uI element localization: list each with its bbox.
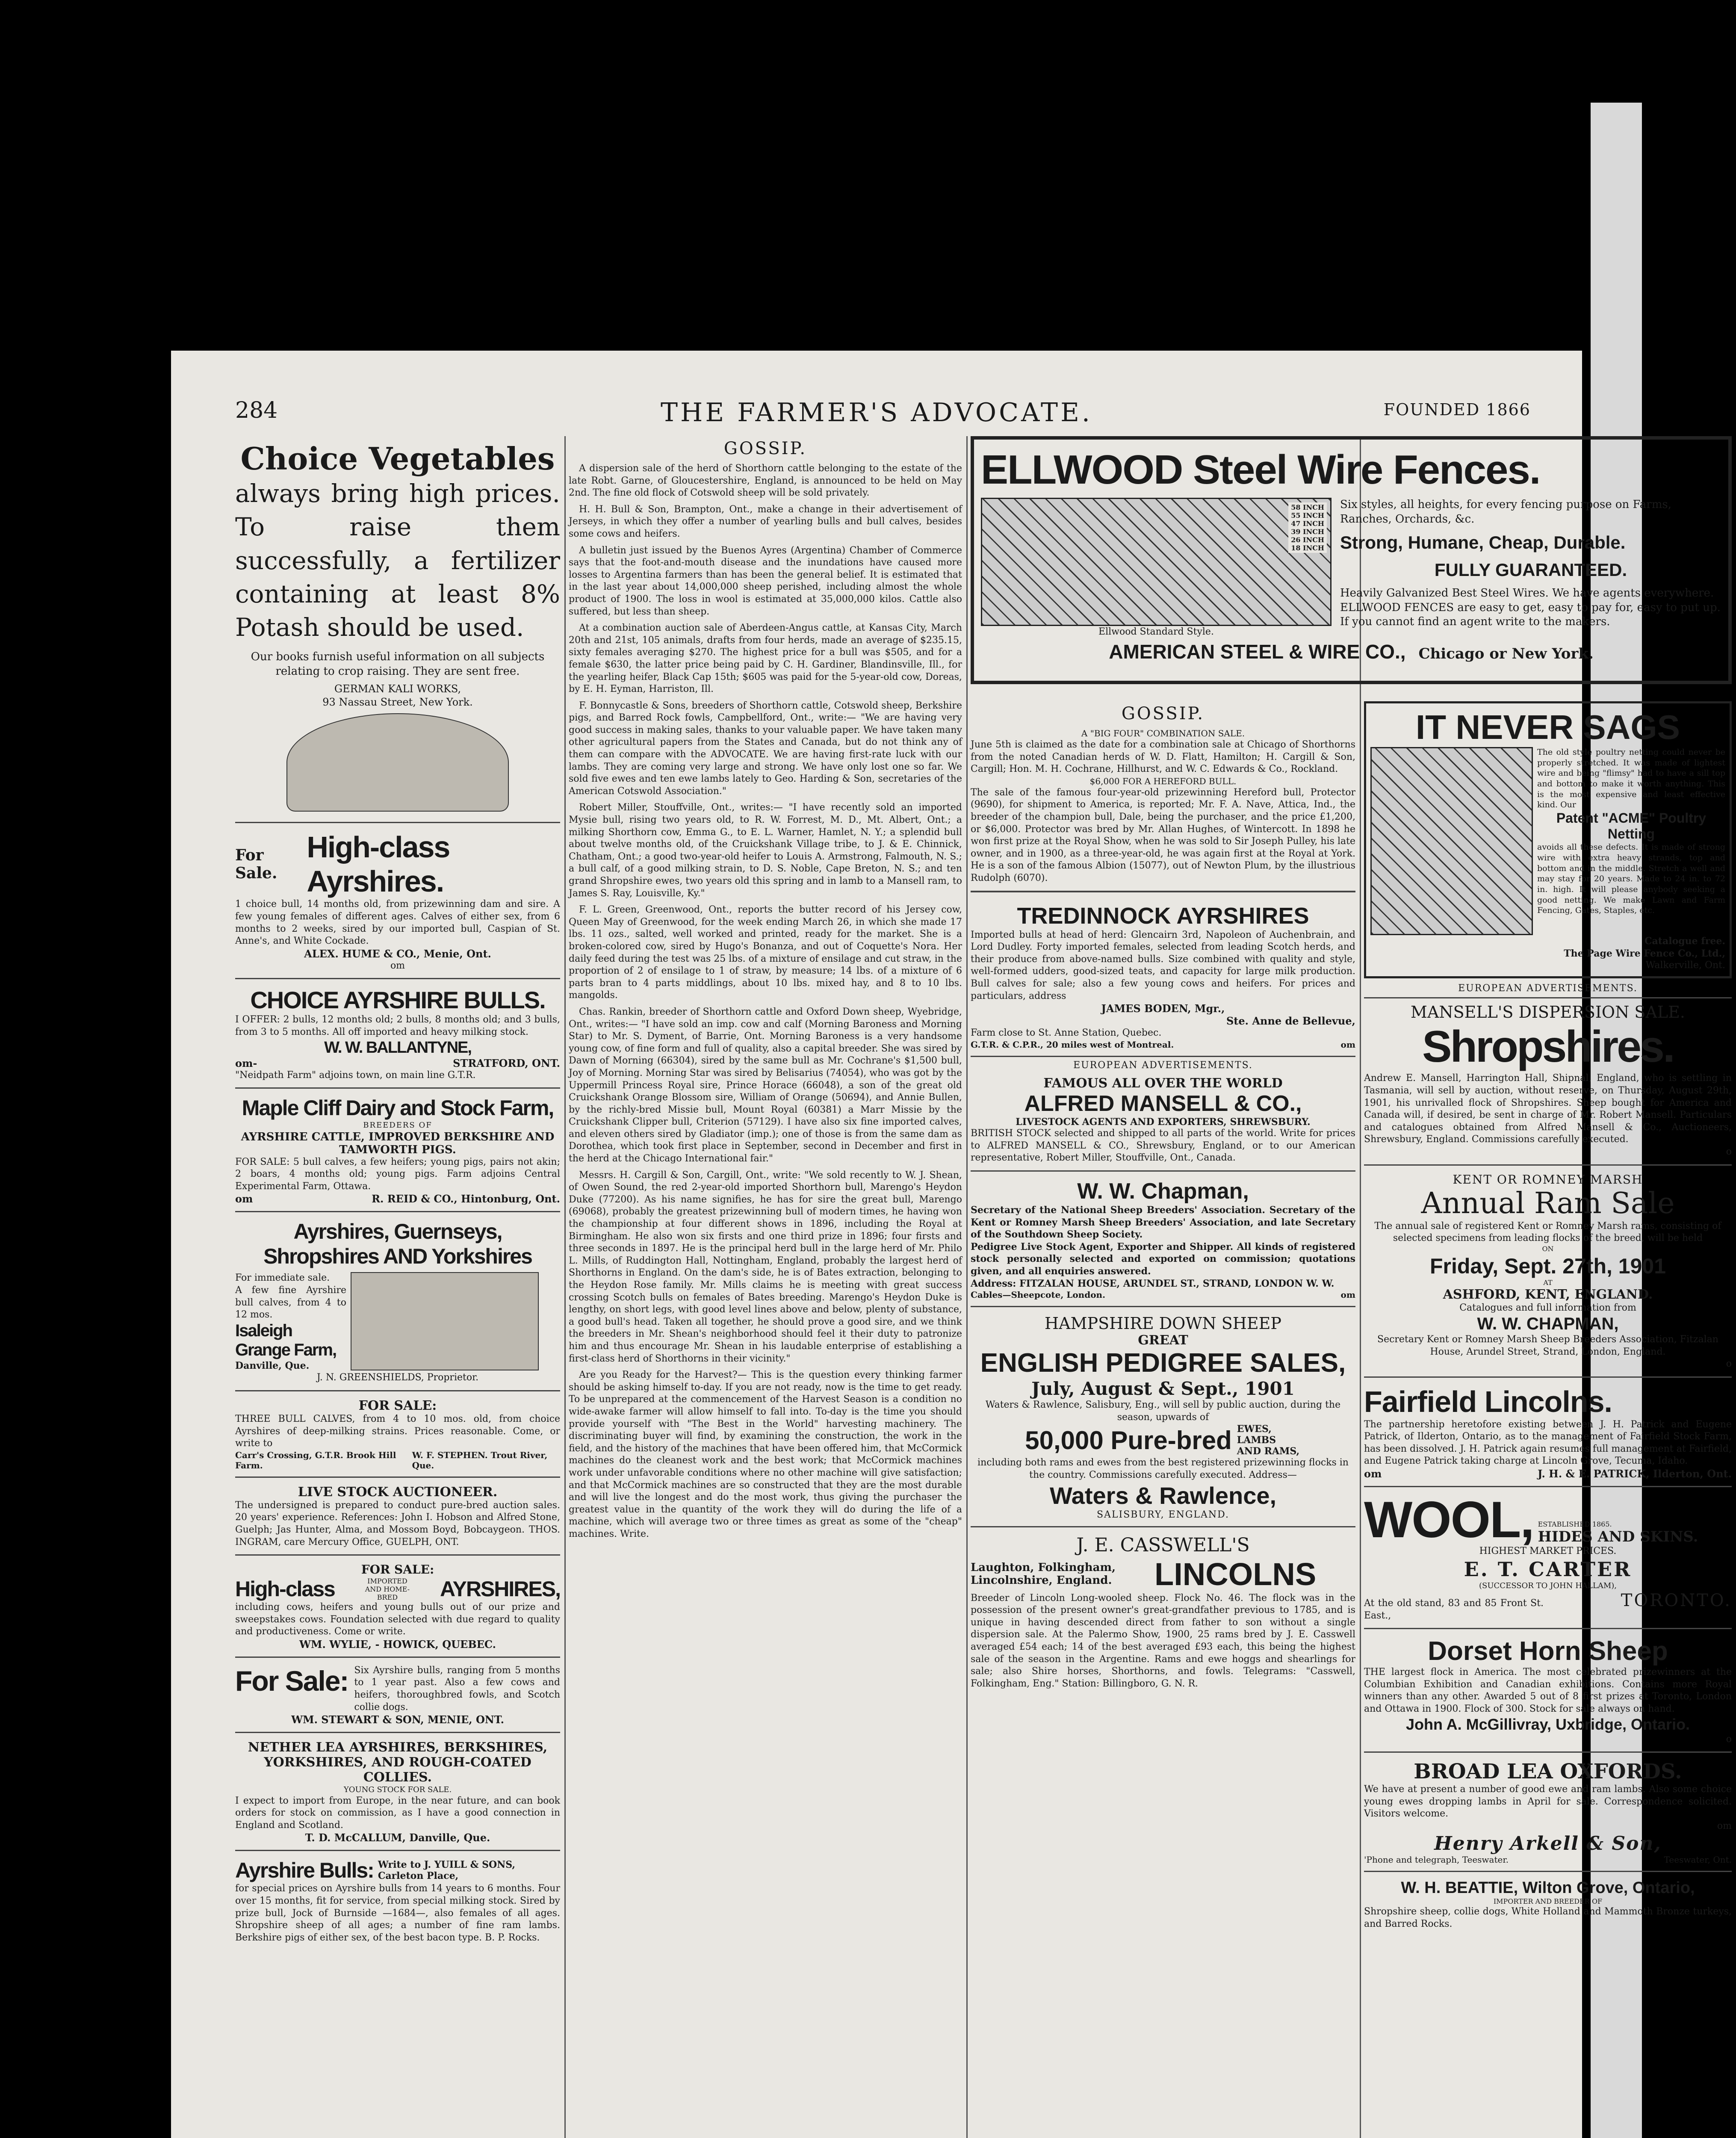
ad-mid: IMPORTED AND HOME-BRED bbox=[365, 1577, 410, 1601]
isaleigh-grange-ad bbox=[235, 1215, 560, 1391]
column-4 bbox=[1364, 701, 1732, 2138]
ellwood-fence-ad: ELLWOOD Steel Wire Fences. 58 INCH 55 INCH 47 INCH 39 INCH 26 INCH 18 INCH Ellwood Standard Style. Six styles, all heights, for every fencing purpose on Farms, Ranches, Orchards, &c. Strong, Humane, Cheap, Durable. FULLY GUARANTEED. Heavily Galvanized Best Steel Wires. We have agents everywhere. ELLWOOD FENCES are easy to get, easy to pay for, easy to put up. If you cannot find an agent write to the makers. AMERICAN STEEL & WIRE CO., Chicago or New York. bbox=[971, 436, 1732, 684]
chapman-ad bbox=[971, 1174, 1355, 1307]
ad-left: Carr's Crossing, G.T.R. Brook Hill Farm. bbox=[235, 1450, 396, 1471]
fence-height-label: 18 INCH bbox=[1291, 544, 1324, 552]
ad-body: always bring high prices. To raise them successfully, a fertilizer containing at least 8% Potash should be used. bbox=[235, 479, 560, 642]
fairfield-lincolns-ad bbox=[1364, 1380, 1732, 1487]
page-number: 284 bbox=[235, 398, 278, 423]
ad-code: om bbox=[235, 1193, 253, 1205]
ad-headline: CHOICE AYRSHIRE BULLS. bbox=[250, 986, 545, 1014]
ad-line1: HAMPSHIRE DOWN SHEEP bbox=[1045, 1314, 1281, 1333]
ad-place: Danville, Que. bbox=[235, 1360, 310, 1371]
ad-company: The Page Wire Fence Co., Ltd., bbox=[1564, 948, 1725, 959]
ad-catalogue: Catalogue free. bbox=[1644, 936, 1725, 947]
ad-headline: BROAD LEA OXFORDS. bbox=[1414, 1760, 1682, 1784]
dorset-horn-ad bbox=[1364, 1632, 1732, 1753]
fence-illustration bbox=[981, 498, 1332, 626]
ad-headline: Choice Vegetables bbox=[240, 440, 555, 477]
ad-headline: For Sale: bbox=[235, 1665, 348, 1697]
ad-note: Our books furnish useful information on all subjects relating to crop raising. They are sent free. bbox=[251, 650, 545, 678]
ad-right: Teeswater, Ont. bbox=[1664, 1854, 1732, 1865]
ad-code: o bbox=[1726, 1733, 1732, 1745]
fence-height-label: 55 INCH bbox=[1291, 511, 1324, 520]
ad-headline: Ayrshire Bulls: bbox=[235, 1858, 374, 1883]
ad-body: We have at present a number of good ewe and ram lambs. Also some choice young ewes dropping lambs in April for sale. Correspondence solicited. Visitors welcome. bbox=[1364, 1784, 1732, 1819]
gossip-paragraph: A dispersion sale of the herd of Shorthorn cattle belonging to the estate of the late Robt. Garne, of Gloucestershire, England, is announced to be held on May 2nd. The fine old flock of Cotswold sheep will be sold privately. bbox=[569, 463, 962, 499]
ad-at: AT bbox=[1543, 1278, 1553, 1287]
ad-signature-text: J. H. & E. PATRICK, Ilderton, Ont. bbox=[1537, 1468, 1732, 1480]
ad-company: AMERICAN STEEL & WIRE CO., bbox=[1109, 640, 1406, 663]
hampshire-down-ad bbox=[971, 1310, 1355, 1527]
ad-address: 93 Nassau Street, New York. bbox=[322, 696, 473, 709]
ad-cables: Cables—Sheepcote, London. bbox=[971, 1290, 1106, 1300]
ad-signature bbox=[971, 1039, 1355, 1050]
hereford-subhead: $6,000 FOR A HEREFORD BULL. bbox=[1089, 776, 1237, 786]
fence-heights bbox=[1288, 502, 1327, 553]
ad-name: E. T. CARTER bbox=[1464, 1557, 1632, 1581]
ad-offer: A few fine Ayrshire bull calves, from 4 to 12 mos. bbox=[235, 1285, 346, 1320]
ad-body: BRITISH STOCK selected and shipped to all parts of the world. Write for prices to ALFRED MANSELL & CO., Shrewsbury, England, or to our American representative, Robert Miller, Stouffville, Ont., Canada. bbox=[971, 1128, 1355, 1163]
ad-body: Waters & Rawlence, Salisbury, Eng., will sell by public auction, during the season, upwards of bbox=[985, 1400, 1341, 1423]
netting-illustration bbox=[1370, 747, 1533, 935]
ad-headline: Shropshires. bbox=[1422, 1022, 1674, 1072]
ad-body: Pedigree Live Stock Agent, Exporter and Shipper. All kinds of registered stock personally selected and exported on commission; quotations given, and all enquiries answered. bbox=[971, 1241, 1355, 1277]
fence-height-label: 26 INCH bbox=[1291, 536, 1324, 544]
casswell-lincolns-ad bbox=[971, 1530, 1355, 1696]
ad-left: 'Phone and telegraph, Teeswater. bbox=[1364, 1854, 1509, 1865]
ad-body: Six Ayrshire bulls, ranging from 5 months to 1 year past. Also a few cows and heifers, thoroughbred fowls, and Scotch collie dogs. bbox=[354, 1665, 560, 1713]
ad-catalogue: Catalogues and full information from bbox=[1459, 1302, 1636, 1314]
ad-headline: Ayrshires, Guernseys, Shropshires AND Yorkshires bbox=[263, 1220, 532, 1269]
ad-line1: MANSELL'S DISPERSION SALE. bbox=[1411, 1003, 1685, 1022]
ad-market: HIGHEST MARKET PRICES. bbox=[1479, 1546, 1617, 1557]
ad-count: 50,000 Pure-bred bbox=[1025, 1426, 1232, 1455]
ad-code: om bbox=[1340, 1290, 1355, 1300]
ad-dates: July, August & Sept., 1901 bbox=[1031, 1378, 1295, 1400]
ad-firm: GERMAN KALI WORKS, bbox=[334, 683, 461, 695]
fence-height-label: 47 INCH bbox=[1291, 520, 1324, 528]
ad-headline: NETHER LEA AYRSHIRES, BERKSHIRES, YORKSHIRES, AND ROUGH-COATED COLLIES. bbox=[248, 1740, 548, 1785]
for-sale-stewart-ad bbox=[235, 1660, 560, 1733]
annual-ram-sale-ad bbox=[1364, 1168, 1732, 1378]
ad-signature: John A. McGillivray, Uxbridge, Ontario. bbox=[1405, 1715, 1690, 1733]
wool-ad bbox=[1364, 1490, 1732, 1629]
never-sags-ad bbox=[1364, 701, 1732, 978]
ad-code: om bbox=[1340, 1039, 1355, 1050]
ad-established: ESTABLISHED 1865. bbox=[1538, 1520, 1612, 1529]
ad-body: FOR SALE: 5 bull calves, a few heifers; young pigs, pairs not akin; 2 boars, 4 months old; young pigs. Farm adjoins Central Experimental Farm, Ottawa. bbox=[235, 1156, 560, 1192]
ad-signature bbox=[235, 948, 560, 960]
ad-name: JAMES BODEN, Mgr., bbox=[1101, 1002, 1225, 1015]
ad-signature bbox=[1364, 1855, 1732, 1865]
big-four-subhead: A "BIG FOUR" COMBINATION SALE. bbox=[1081, 728, 1245, 738]
ad-kinds: EWES, LAMBS AND RAMS, bbox=[1237, 1423, 1300, 1457]
ad-foot: Secretary Kent or Romney Marsh Sheep Breeders Association, Fitzalan House, Arundel Street, Strand, London, England. bbox=[1377, 1334, 1718, 1357]
ad-body: I OFFER: 2 bulls, 12 months old; 2 bulls, 8 months old; and 3 bulls, from 3 to 5 months. All off imported and heavy milking stock. bbox=[235, 1014, 560, 1038]
ad-body: The partnership heretofore existing between J. H. Patrick and Eugene Patrick, of Ilderton, Ontario, as to the management of Fairfield Stock Farm, has been dissolved. J. H. Patrick again resumes full management at Fairfield, and Eugene Patrick taking charge at Lincoln Grove, Tecuma, Idaho. bbox=[1364, 1419, 1732, 1467]
ad-line: AYRSHIRE CATTLE, IMPROVED BERKSHIRE AND TAMWORTH PIGS. bbox=[241, 1130, 555, 1156]
ad-place: SALISBURY, ENGLAND. bbox=[1096, 1509, 1230, 1520]
fence-caption: Ellwood Standard Style. bbox=[1098, 626, 1214, 637]
ad-code: om- bbox=[235, 1057, 257, 1069]
ad-farm: Farm close to St. Anne Station, Quebec. bbox=[971, 1028, 1162, 1039]
ad-body: including cows, heifers and young bulls out of our prize and sweepstakes cows. Foundation selected with due regard to quality and productiveness. Come or write. bbox=[235, 1602, 560, 1637]
ad-body: THREE BULL CALVES, from 4 to 10 mos. old, from choice Ayrshires of deep-milking strains. Prices reasonable. Come, or write to bbox=[235, 1413, 560, 1449]
ad-date: Friday, Sept. 27th, 1901 bbox=[1429, 1254, 1666, 1278]
live-stock-auctioneer-ad bbox=[235, 1480, 560, 1556]
ad-signature bbox=[235, 1450, 560, 1471]
ad-signature-text: T. D. McCALLUM, Danville, Que. bbox=[305, 1831, 490, 1844]
gossip-paragraph: F. Bonnycastle & Sons, breeders of Shorthorn cattle, Cotswold sheep, Berkshire pigs, and Barred Rock fowls, Campbellford, Ont., write:— "We are having very good success in making sales, thanks to your valuable paper. We have taken many other agricultural papers from the States and Canada, but do not think any of them can compare with the ADVOCATE. We are having first-rate luck with our lambs. They are coming very large and strong. We have only lost one so far. We sold five ewes and ten ewe lambs lately to Geo. Harding & Son, secretaries of the American Cotswold Association." bbox=[569, 700, 962, 797]
gossip-heading: GOSSIP. bbox=[723, 439, 807, 458]
ad-headline: WOOL, bbox=[1364, 1491, 1534, 1549]
ad-sub: IMPORTER AND BREEDER OF bbox=[1493, 1897, 1603, 1905]
ad-headline: LIVE STOCK AUCTIONEER. bbox=[298, 1484, 498, 1500]
column-rule bbox=[966, 436, 968, 2138]
ad-headline: High-class Ayrshires. bbox=[307, 830, 450, 898]
mansell-dispersion-ad bbox=[1364, 998, 1732, 1165]
ad-name: Henry Arkell & Son, bbox=[1434, 1832, 1662, 1855]
ad-address: Address: FITZALAN HOUSE, ARUNDEL ST., STRAND, LONDON W. W. bbox=[971, 1278, 1334, 1289]
cow-illustration bbox=[351, 1272, 539, 1370]
ad-headline: ALFRED MANSELL & CO., bbox=[1024, 1091, 1302, 1116]
ad-name: W. W. CHAPMAN, bbox=[1477, 1314, 1619, 1333]
big-four-body: June 5th is claimed as the date for a combination sale at Chicago of Shorthorns from the noted Canadian herds of W. D. Flatt, Hamilton; H. Cargill & Son, Cargill; Hon. M. H. Cochrane, Hillhurst, and W. C. Edwards & Co., Rockland. bbox=[971, 739, 1355, 775]
ad-code: om bbox=[1717, 1820, 1732, 1831]
ad-gtr: G.T.R. & C.P.R., 20 miles west of Montreal. bbox=[971, 1039, 1174, 1050]
ad-prefix: For Sale. bbox=[235, 846, 278, 883]
ad-signature-text: WM. WYLIE, - HOWICK, QUEBEC. bbox=[299, 1638, 496, 1651]
ad-right: W. F. STEPHEN. Trout River, Que. bbox=[412, 1450, 548, 1471]
ad-line2: GREAT bbox=[1138, 1333, 1188, 1348]
ad-body: I expect to import from Europe, in the near future, and can book orders for stock on commission, as I have a good connection in England and Scotland. bbox=[235, 1795, 560, 1831]
potash-ad bbox=[235, 436, 560, 823]
ad-signature bbox=[235, 1831, 560, 1844]
column-2 bbox=[569, 436, 962, 2138]
alfred-mansell-ad bbox=[971, 1072, 1355, 1172]
ad-left: High-class bbox=[235, 1577, 335, 1601]
divider bbox=[971, 891, 1355, 892]
ad-code: o bbox=[1726, 1146, 1732, 1157]
ad-headline: J. E. CASSWELL'S bbox=[1076, 1534, 1250, 1556]
ad-signature bbox=[235, 1057, 560, 1069]
ad-headline: FOR SALE: bbox=[358, 1398, 437, 1413]
broad-lea-ad bbox=[1364, 1755, 1732, 1872]
beattie-ad bbox=[1364, 1875, 1732, 1937]
european-heading: EUROPEAN ADVERTISEMENTS. bbox=[1073, 1060, 1253, 1071]
tredinnock-ad bbox=[971, 898, 1355, 1057]
founded-note: FOUNDED 1866 bbox=[1383, 400, 1531, 419]
ad-body: The undersigned is prepared to conduct pure-bred auction sales. 20 years' experience. References: John I. Hobson and Alfred Stone, Guelph; Jas Hunter, Alma, and Mossom Boyd, Bobcaygeon. THOS. INGRAM, care Mercury Office, GUELPH, ONT. bbox=[235, 1500, 560, 1547]
ad-hides: HIDES AND SKINS. bbox=[1538, 1528, 1698, 1546]
ad-firm: Waters & Rawlence, bbox=[1049, 1482, 1277, 1509]
nether-lea-ad bbox=[235, 1736, 560, 1851]
ad-headline: FOR SALE: bbox=[361, 1562, 434, 1577]
ad-body: Andrew E. Mansell, Harrington Hall, Shipnal, England, who is settling in Tasmania, will sell by auction, without reserve, on Thursday, August 29th, 1901, his unrivalled flock of Shropshires. Sheep bought for America and Canada will, if desired, be sent in charge of Mr. Robert Mansell. Particulars and catalogues obtained from Alfred Mansell & Co., Auctioneers, Shrewsbury, England. Commissions carefully executed. bbox=[1364, 1073, 1732, 1145]
ad-right: AYRSHIRES, bbox=[440, 1577, 560, 1601]
ad-signature bbox=[235, 1638, 560, 1651]
fence-height-label: 39 INCH bbox=[1291, 528, 1324, 536]
ad-cities: Chicago or New York. bbox=[1418, 645, 1594, 662]
ad-signature-text: ALEX. HUME & CO., Menie, Ont. bbox=[304, 947, 491, 960]
ad-body: for special prices on Ayrshire bulls from 14 years to 6 months. Four over 15 months, fit for service, from special milking stock. Sired by prize bull, Jock of Burnside —1684—, also females of all ages. Shropshire sheep of all ages; a number of fine ram lambs. Berkshire pigs of either sex, of the best bacon type. B. P. Rocks. bbox=[235, 1883, 560, 1943]
european-heading: EUROPEAN ADVERTISEMENTS. bbox=[1364, 983, 1732, 999]
gossip-paragraph: At a combination auction sale of Aberdeen-Angus cattle, at Kansas City, March 20th and 21st, 105 animals, drafts from four herds, made an average of $235.15, sixty females averaging $270. The highest price for a bull was $505, and for a female $630, the latter price being paid by C. H. Gardiner, Blandinsville, Ill., for the yearling heifer, Black Cap 15th; $605 was paid for the 5-year-old cow, Doreas, by E. H. Eyman, Harriston, Ill. bbox=[569, 623, 962, 695]
ad-code: om bbox=[1364, 1468, 1382, 1480]
gossip-paragraph: H. H. Bull & Son, Brampton, Ont., make a change in their advertisement of Jerseys, in which they offer a number of yearling bulls and bull calves, besides some cows and heifers. bbox=[569, 504, 962, 539]
ad-signature-text: WM. STEWART & SON, MENIE, ONT. bbox=[291, 1713, 504, 1726]
ad-headline: Dorset Horn Sheep bbox=[1428, 1636, 1668, 1666]
ad-headline: IT NEVER SAGS bbox=[1416, 708, 1680, 746]
ad-name: W. W. BALLANTYNE, bbox=[324, 1038, 471, 1057]
ad-signature bbox=[235, 1193, 560, 1205]
gossip-paragraph: Chas. Rankin, breeder of Shorthorn cattle and Oxford Down sheep, Wyebridge, Ont., writes:— "I have sold an imp. cow and calf (Morning Baroness and Morning Star) to Mr. S. Dyment, of Barrie, Ont. Morning Baroness is a very handsome young cow, of fine form and full of quality, also a capital breeder. She was sired by Dawn of Morning (66304), sired by the same bull as Mr. Cochrane's $1,500 bull, Joy of Morning. Morning Star was sired by Belisarius (74054), who was got by the Uppermill Princess Royal sire, Prince Horace (66048), a son of the great old Cruickshank Orange Blossom sire, William of Orange (50694), and Annie Bullen, by the richly-bred Missie bull, Mount Royal (60381) a Marr Missie by the Cruickshank Clipper bull, Criterion (57129). I have also six fine imported calves, and eleven others sired by Gladiator (imp.); one of those is from the same dam as Dorothea, which took first place in September, second in December and first in the herd at the Chicago International fair." bbox=[569, 1006, 962, 1164]
ad-place: ASHFORD, KENT, ENGLAND. bbox=[1443, 1287, 1653, 1302]
gossip-paragraphs bbox=[569, 463, 962, 1540]
ad-headline: ENGLISH PEDIGREE SALES, bbox=[980, 1348, 1346, 1378]
page-header bbox=[235, 398, 1531, 428]
ad-body: 1 choice bull, 14 months old, from prizewinning dam and sire. A few young females of different ages. Calves of either sex, from 6 months to 2 weeks, sired by our imported bull, Caspian of St. Anne's, and White Cockade. bbox=[235, 899, 560, 947]
ad-city: TORONTO. bbox=[1621, 1591, 1732, 1611]
high-class-imported-ayrshires-ad bbox=[235, 1558, 560, 1658]
ad-write: Write to J. YUILL & SONS, Carleton Place, bbox=[378, 1859, 516, 1882]
gossip-heading-2: GOSSIP. bbox=[1121, 704, 1205, 723]
ad-successor: (SUCCESSOR TO JOHN HALLAM), bbox=[1479, 1581, 1617, 1590]
ad-body2: including both rams and ewes from the best registered prizewinning flocks in the country. Commissions carefully executed. Address— bbox=[977, 1457, 1349, 1480]
ad-headline: ELLWOOD Steel Wire Fences. bbox=[981, 447, 1540, 493]
yuill-ayrshire-bulls-ad bbox=[235, 1854, 560, 1950]
ad-place: Ste. Anne de Bellevue, bbox=[1226, 1015, 1355, 1028]
high-class-ayrshires-ad bbox=[235, 826, 560, 979]
ad-body: The old style poultry netting could never be properly stretched. It was made of lightest wire and being "flimsy" had to have a sill top and bottom to make it worth anything. This is the most expensive and least effective kind. Our bbox=[1537, 747, 1725, 810]
vegetables-illustration bbox=[286, 713, 509, 812]
ad-body2: avoids all these defects. It is made of strong wire with extra heavy strands, top and bottom and in the middle. Stretch a well and may stay for 20 years. Made to 24 in. to 72 in. high. It will please anybody seeking a good netting. We make Lawn and Farm Fencing, Gates, Staples, etc. bbox=[1537, 842, 1725, 915]
ad-body: Imported bulls at head of herd: Glencairn 3rd, Napoleon of Auchenbrain, and Lord Dudley. Forty imported females, selected from leading Scotch herds, and their produce from above-named bulls. Size combined with quality and style, well-formed udders, good-sized teats, and capacity for large milk production. Bull calves for sale; also a few young cows and heifers. For prices and particulars, address bbox=[971, 929, 1355, 1001]
ad-sub: BREEDERS OF bbox=[363, 1121, 432, 1130]
ad-headline: W. H. BEATTIE, Wilton Grove, Ontario, bbox=[1401, 1878, 1695, 1897]
ad-line1: FAMOUS ALL OVER THE WORLD bbox=[1043, 1076, 1283, 1091]
hereford-body: The sale of the famous four-year-old prizewinning Hereford bull, Protector (9690), for shipment to America, is reported; Mr. F. A. Nave, Attica, Ind., the breeder of the champion bull, Dale, being the purchaser, and the price £1,200, or $6,000. Protector was bred by Mr. Allan Hughes, of Wintercott. In 1898 he won first prize at the Royal Show, when he was sold to Sir Joseph Pulley, his late owner, and in 1900, as a three-year-old, he was again first at the Royal at York. He is a son of the famous Albion (15077), out of Newton Plum, by the illustrious Rudolph (6070). bbox=[971, 787, 1355, 883]
column-1 bbox=[235, 436, 560, 2138]
ad-signature-text: R. REID & CO., Hintonburg, Ont. bbox=[372, 1193, 560, 1205]
gossip-paragraph: A bulletin just issued by the Buenos Ayres (Argentina) Chamber of Commerce says that the foot-and-mouth disease and the inundations have caused more losses to Argentina farmers than has been the general belief. It is estimated that in the last year about 14,000,000 sheep perished, including almost the whole product of 1900. The loss in wool is estimated at 35,000,000 kilos. Cattle also suffered, but less than sheep. bbox=[569, 545, 962, 617]
ad-code: o bbox=[1726, 1358, 1732, 1370]
ad-proprietor: J. N. GREENSHIELDS, Proprietor. bbox=[316, 1372, 479, 1383]
choice-ayrshire-bulls-ad bbox=[235, 982, 560, 1089]
ad-note: "Neidpath Farm" adjoins town, on main line G.T.R. bbox=[235, 1069, 476, 1081]
ad-headline: Fairfield Lincolns. bbox=[1364, 1385, 1612, 1418]
masthead-title: THE FARMER'S ADVOCATE. bbox=[661, 398, 1092, 428]
ad-headline: Maple Cliff Dairy and Stock Farm, bbox=[242, 1096, 554, 1120]
fence-height-label: 58 INCH bbox=[1291, 503, 1324, 511]
ad-address: At the old stand, 83 and 85 Front St. East., bbox=[1364, 1598, 1544, 1621]
ad-sub: LIVESTOCK AGENTS AND EXPORTERS, SHREWSBURY. bbox=[1016, 1116, 1311, 1128]
gossip-paragraph: Robert Miller, Stouffville, Ont., writes:— "I have recently sold an imported Mysie bull, rising two years old, to R. W. Forrest, M. D., Mt. Albert, Ont.; a milking Shorthorn cow, Emma G., to E. L. Warner, Hamlet, N. Y.; a splendid bull about twelve months old, of the Cruickshank Village tribe, to J. & E. Chinnick, Chatham, Ont.; a good two-year-old heifer to Louis A. Armstrong, Falmouth, N. S.; a bull calf, of a good milking strain, to D. S. Noble, Cape Breton, N. S.; and ten grand Shropshire ewes, two years old this spring and in lamb to a Mansell ram, to James S. Ray, Louisville, Ky." bbox=[569, 802, 962, 899]
ad-code: om bbox=[390, 960, 405, 971]
ellwood-banner-area bbox=[971, 436, 1736, 693]
gossip-paragraph: F. L. Green, Greenwood, Ont., reports the butter record of his Jersey cow, Queen May of Greenwood, for the week ending March 26, in which she made 17 lbs. 11 ozs., salted, well worked and printed, ready for the market. She is a broken-colored cow, sired by Hugo's Bonanza, and out of Coquette's Nora. Her daily feed during the test was 25 lbs. of a mixture of ensilage and cut straw, in the proportion of 2 of ensilage to 1 of straw, by measure; 14 lbs. of a mixture of 6 parts bran to 4 parts middlings, about 10 lbs. mixed hay, and 8 to 10 lbs. mangolds. bbox=[569, 904, 962, 1001]
ad-headline: TREDINNOCK AYRSHIRES bbox=[1017, 903, 1309, 929]
ad-headline: W. W. Chapman, bbox=[1077, 1179, 1249, 1204]
gossip-paragraph: Messrs. H. Cargill & Son, Cargill, Ont., write: "We sold recently to W. J. Shean, of Owen Sound, the red 2-year-old imported Shorthorn bull, Marengo's Heydon Duke (77200). As his name signifies, he has for sire the great bull, Marengo (69068), probably the greatest prizewinning bull of modern times, he having won the championship at four different shows in 1896, including the Royal at Birmingham. He also won six firsts and one third prize in 1896; four firsts and three seconds in 1897. He is the principal herd bull in the large herd of Mr. Philo L. Mills, of Ruddington Hall, Nottingham, England, probably the largest herd of Shorthorns in England. On the dam's side, he is of Bates extraction, belonging to the Heydon Rose family. Mr. Mills claims he is meeting with great success crossing Scotch bulls on females of Bates breeding. Marengo's Heydon Duke is lengthy, on short legs, with good level lines above and below, plenty of substance, a good bull's head. Taken all together, he should prove a good sire, and we think the breeders in Mr. Shean's neighborhood should feel it their duty to patronize him and thus encourage Mr. Shean in his laudable enterprise of establishing a first-class herd of Shorthorns in their vicinity." bbox=[569, 1169, 962, 1364]
ad-signature bbox=[971, 1290, 1355, 1300]
ad-body: Shropshire sheep, collie dogs, White Holland and Mammoth Bronze turkeys, and Barred Rocks. bbox=[1364, 1906, 1732, 1929]
ad-place: Walkerville, Ont. bbox=[1645, 960, 1725, 971]
column-3 bbox=[971, 701, 1355, 2138]
three-bull-calves-ad bbox=[235, 1394, 560, 1478]
ad-body: THE largest flock in America. The most celebrated prizewinners at the Columbian Exhibition and Canadian exhibitions. Contains more Royal winners than any other. Awarded 5 out of 8 first prizes at Toronto, London and Ottawa in 1900. Flock of 300. Stock for sale always on hand. bbox=[1364, 1667, 1732, 1715]
ad-place: STRATFORD, ONT. bbox=[453, 1057, 560, 1069]
ad-sub: YOUNG STOCK FOR SALE. bbox=[343, 1785, 452, 1795]
ad-left: Laughton, Folkingham, Lincolnshire, England. bbox=[971, 1561, 1116, 1587]
ad-signature bbox=[235, 1713, 560, 1726]
ad-signature bbox=[1364, 1468, 1732, 1480]
ad-on: ON bbox=[1542, 1244, 1554, 1253]
ad-roles: Secretary of the National Sheep Breeders' Association. Secretary of the Kent or Romney Marsh Sheep Breeders' Association, and late Secretary of the Southdown Sheep Society. bbox=[971, 1205, 1355, 1240]
newspaper-page bbox=[171, 351, 1732, 2138]
ad-line1: KENT OR ROMNEY MARSH bbox=[1453, 1172, 1643, 1187]
ad-headline: Annual Ram Sale bbox=[1421, 1186, 1675, 1220]
ad-patent: Patent "ACME" Poultry Netting bbox=[1556, 810, 1706, 842]
maple-cliff-ad bbox=[235, 1091, 560, 1212]
ad-immediate: For immediate sale. bbox=[235, 1273, 330, 1284]
ad-farm: Isaleigh Grange Farm, bbox=[235, 1321, 337, 1359]
ad-body: The annual sale of registered Kent or Romney Marsh rams, consisting of selected specimens from leading flocks of the breed, will be held bbox=[1374, 1220, 1721, 1244]
column-rule bbox=[564, 436, 566, 2138]
ad-right: LINCOLNS bbox=[1154, 1556, 1317, 1592]
gossip-paragraph: Are you Ready for the Harvest?— This is the question every thinking farmer should be asking himself to-day. If you are not ready, now is the time to get ready. To be unprepared at the commencement of the Harvest Season is a condition no wide-awake farmer will allow himself to fall into. To-day is the time you should provide yourself with "The Best in the World" harvesting machinery. The discriminating buyer will find, by examining the construction, the work in the field, and the history of the machines that have been offered him, that McCormick machines do the cleanest work and the best work; that McCormick machines work under unfavorable conditions where no other machine will give satisfaction; and that McCormick machines are so constructed that they are the most durable and will live the longest and do the most work, thus giving the purchaser the greatest value in the quantity of the work they will do during the life of a machine, which will average two or three times as great as some of the "cheap" machines. Write. bbox=[569, 1370, 962, 1539]
ad-body: Breeder of Lincoln Long-wooled sheep. Flock No. 46. The flock was in the possession of the present owner's great-grandfather previous to 1785, and is unique in having descended direct from father to son without a single dispersion sale. At the Palermo Show, 1900, 25 rams bred by J. E. Casswell averaged £54 each; 14 of the best averaged £93 each, this being the highest sale of the season in the Argentine. Rams and ewe hoggs and shearlings for sale; also Shire horses, Shorthorns, and fowls. Telegrams: "Casswell, Folkingham, Eng." Station: Billingboro, G. N. R. bbox=[971, 1592, 1355, 1689]
